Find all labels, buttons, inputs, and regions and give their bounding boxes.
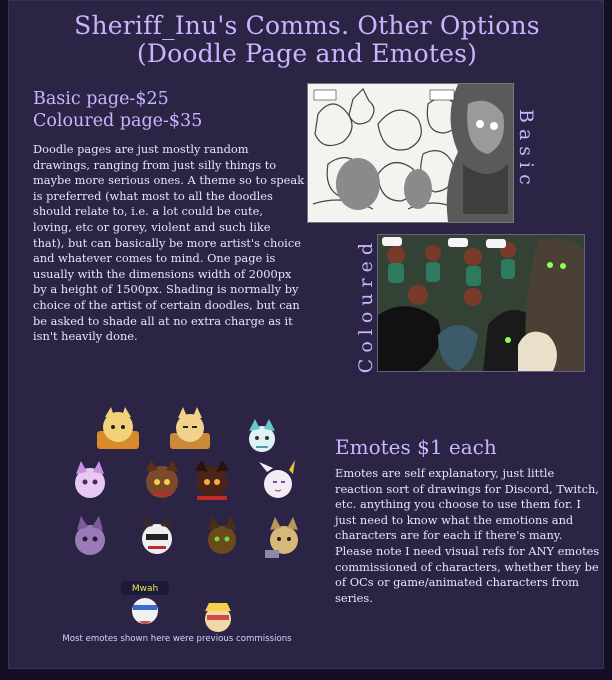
- emotes-price-heading: Emotes $1 each: [335, 435, 497, 459]
- emote-sample-8: [67, 514, 113, 560]
- page-title-line-2: (Doodle Page and Emotes): [136, 39, 478, 68]
- emote-sample-6: [189, 458, 235, 504]
- emote-sample-9: [134, 514, 180, 560]
- emote-sample-7: [255, 458, 301, 504]
- commission-sheet: [8, 0, 604, 669]
- emote-sample-1: [95, 405, 141, 451]
- coloured-sample-label: Coloured: [355, 237, 377, 374]
- emote-sample-11: [261, 514, 307, 560]
- basic-sample-label: Basic: [515, 109, 537, 191]
- doodle-page-description: Doodle pages are just mostly random drawings, ranging from just silly things to maybe more serious ones. A theme so to speak is preferred (what most to all the doodles should relate to, i.e. a lot could be cute, loving, etc or gorey, violent and such like that), but can basically be more artist's choice and whatever comes to mind. One page is usually with the dimensions width of 2000px by a height of 1500px. Shading is normally by choice of the artist of certain doodles, but can be asked to shade all at no extra charge as it isn't heavily done.: [33, 142, 305, 344]
- coloured-doodle-sample-image: [377, 234, 585, 372]
- coloured-page-price: Coloured page-$35: [33, 111, 203, 131]
- emotes-description: Emotes are self explanatory, just little reaction sort of drawings for Discord, Twitch, etc. anything you choose to use them for. I just need to know what the emotions and characters are for each if there's many. Please note I need visual refs for ANY emotes commissioned of characters, whether they be of OCs or game/animated characters from series.: [335, 466, 600, 605]
- emote-sample-13: [195, 599, 241, 635]
- emote-sample-10: [199, 514, 245, 560]
- emote-sign-text: Mwah: [131, 584, 159, 594]
- emote-sample-2: [167, 405, 213, 451]
- basic-doodle-sample-image: [307, 83, 514, 223]
- basic-page-price: Basic page-$25: [33, 89, 169, 109]
- emotes-caption: Most emotes shown here were previous commissions: [62, 634, 292, 644]
- page-title-line-1: Sheriff_Inu's Comms. Other Options: [74, 11, 540, 40]
- emote-sample-12: [119, 579, 171, 631]
- emote-sample-3: [239, 413, 285, 459]
- emote-sample-5: [139, 458, 185, 504]
- emote-sample-4: [67, 458, 113, 504]
